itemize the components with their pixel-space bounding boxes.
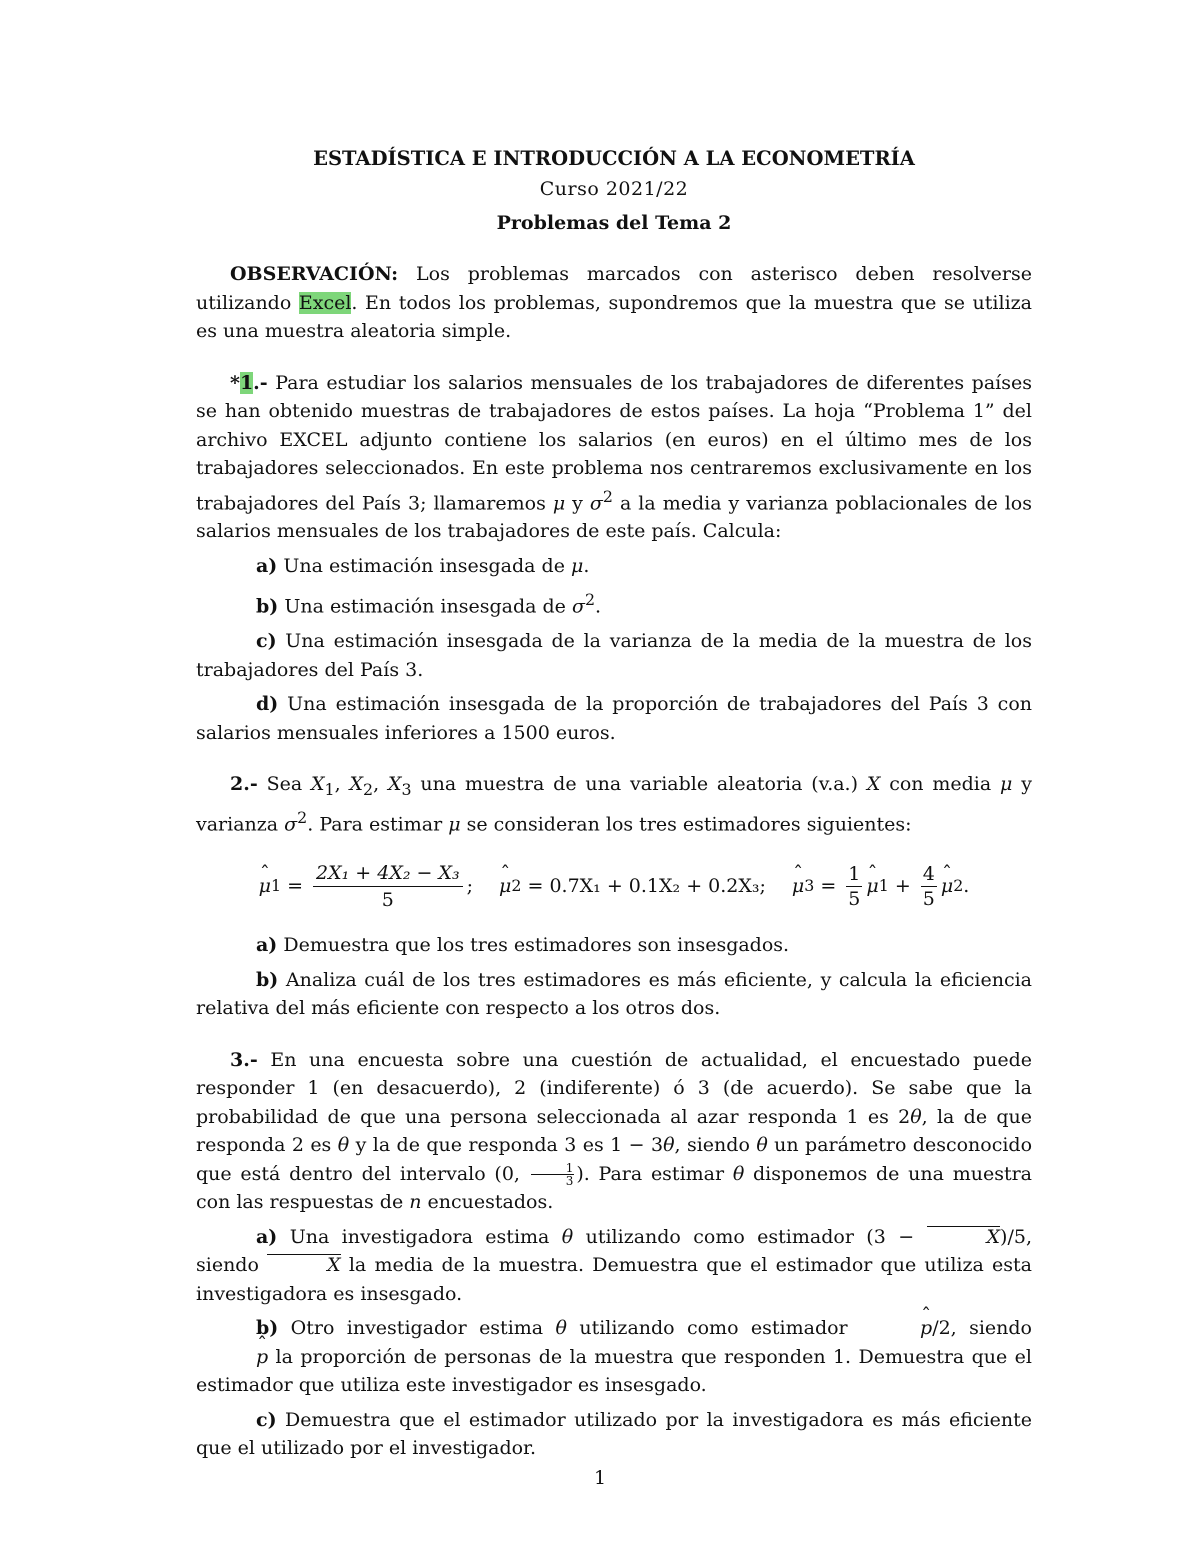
excel-highlight: Excel [298,291,352,314]
problem-1-part-d: d) Una estimación insesgada de la proporción de trabajadores del País 3 con salarios mensuales inferiores a 1500 euros. [196,693,1032,744]
problem-2-intro: 2.- Sea $X_1$, $X_2$, $X_3$ una muestra de una variable aleatoria (v.a.) X con media μ y varianza $\sigma^2$. Para estimar μ se consideran los tres estimadores siguientes: [196,773,1032,836]
problem-1-intro: *1.- Para estudiar los salarios mensuales de los trabajadores de diferentes países se han obtenido muestras de trabajadores de estos países. La hoja “Problema 1” del archivo EXCEL adjunto contiene los salarios (en euros) en el último mes de los trabajadores seleccionados. En este problema nos centraremos exclusivamente en los trabajadores del País 3; llamaremos μ y $\sigma^2$ a la media y varianza poblacionales de los salarios mensuales de los trabajadores de este país. Calcula: [196,371,1032,543]
course-year: Curso 2021/22 [539,178,689,200]
problem-1-part-b: b) Una estimación insesgada de $\sigma^2$. [256,590,602,618]
page-number: 1 [593,1467,607,1489]
problem-2-part-a: a) Demuestra que los tres estimadores son insesgados. [256,934,790,957]
observation-paragraph: OBSERVACIÓN: Los problemas marcados con asterisco deben resolverse utilizando Excel. En todos los problemas, supondremos que la muestra que se utiliza es una muestra aleatoria simple. [196,263,1032,342]
problem-1-number-highlight: 1 [239,371,254,394]
document-subtitle: Problemas del Tema 2 [496,212,732,234]
mu1-fraction: $\frac{\text{2X₁ + 4X₂ − X₃}}{5}$ [313,860,463,913]
problem-1-part-c: c) Una estimación insesgada de la varianza de la media de la muestra de los trabajadores del País 3. [196,630,1032,681]
problem-3-part-c: c) Demuestra que el estimador utilizado por la investigadora es más eficiente que el utilizado por el investigador. [196,1408,1032,1460]
one-third-fraction: $\frac{1}{3}$ [531,1162,575,1187]
problem-3-part-b: b) Otro investigador estima θ utilizando como estimador ˆ p/2, siendo ˆ p la proporción de personas de la muestra que responden 1. Demuestra que el estimador que utiliza este investigador es insesgado. [196,1314,1032,1400]
estimators-formula: ˆ μ 1 = $\frac{\text{2X₁ + 4X₂ − X₃}}{5}$ ; ˆ μ 2 = 0.7X₁ + 0.1X₂ + 0.2X₃; ˆ μ 3 = $\frac{1}{5}$ ˆ μ 1 + $\frac{4}{5}$ ˆ μ 2 . [196,853,1032,919]
observation-label: OBSERVACIÓN: [230,263,399,285]
problem-3-part-a: a) Una investigadora estima θ utilizando como estimador (3 − X)/5, siendo X la media de la muestra. Demuestra que el estimador que utiliza esta investigadora es insesgado. [196,1225,1032,1305]
problem-2-part-b: b) Analiza cuál de los tres estimadores es más eficiente, y calcula la eficiencia relativa del más eficiente con respecto a los otros dos. [196,968,1032,1020]
problem-1-part-a: a) Una estimación insesgada de μ. [256,554,590,577]
document-page [196,144,1032,1463]
problem-3-intro: 3.- En una encuesta sobre una cuestión de actualidad, el encuestado puede responder 1 (en desacuerdo), 2 (indiferente) ó 3 (de acuerdo). Se sabe que la probabilidad de que una persona seleccionada al azar responda 1 es 2θ, la de que responda 2 es θ y la de que responda 3 es 1 − 3θ, siendo θ un parámetro desconocido que está dentro del intervalo (0, $\frac{1}{3}$ ). Para estimar θ disponemos de una muestra con las respuestas de n encuestados. [196,1048,1033,1214]
document-title: ESTADÍSTICA E INTRODUCCIÓN A LA ECONOMETRÍA [313,147,915,170]
header [196,144,1032,240]
